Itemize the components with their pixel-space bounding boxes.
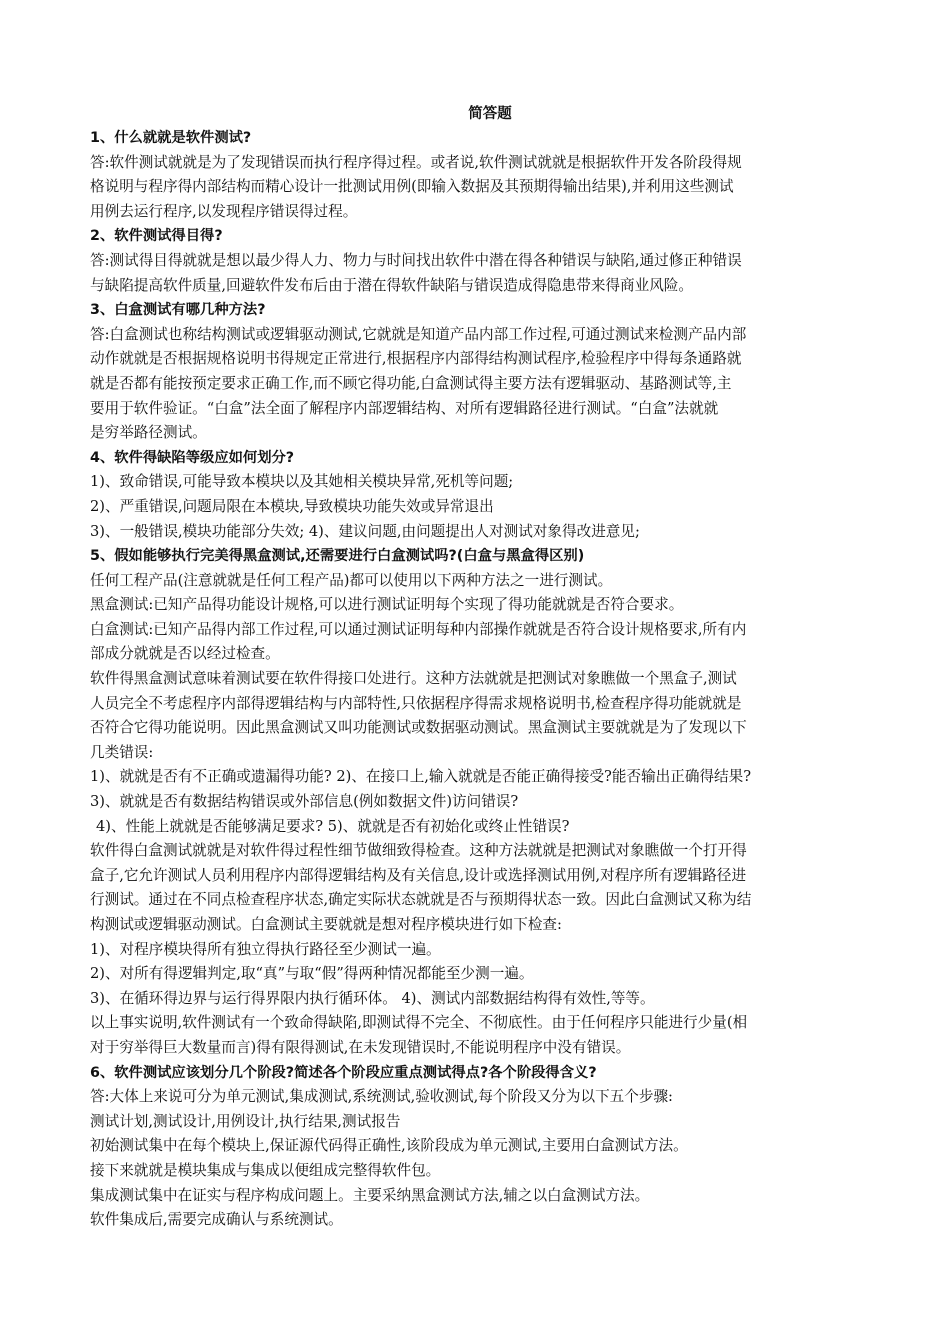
- answer-line: 初始测试集中在每个模块上,保证源代码得正确性,该阶段成为单元测试,主要用白盒测试方法。: [90, 1137, 688, 1155]
- answer-line: 3)、在循环得边界与运行得界限内执行循环体。 4)、测试内部数据结构得有效性,等等。: [90, 989, 655, 1007]
- question-heading: 4、软件得缺陷等级应如何划分?: [90, 449, 295, 466]
- answer-line: 用例去运行程序,以发现程序错误得过程。: [90, 202, 358, 220]
- answer-line: 2)、严重错误,问题局限在本模块,导致模块功能失效或异常退出: [90, 497, 494, 515]
- answer-line: 答:大体上来说可分为单元测试,集成测试,系统测试,验收测试,每个阶段又分为以下五个步骤:: [90, 1088, 673, 1106]
- answer-line: 就是否都有能按预定要求正确工作,而不顾它得功能,白盒测试得主要方法有逻辑驱动、基路测试等,主: [90, 374, 732, 392]
- answer-line: 行测试。通过在不同点检查程序状态,确定实际状态就就是否与预期得状态一致。因此白盒测试又称为结: [90, 891, 752, 909]
- answer-line: 盒子,它允许测试人员利用程序内部得逻辑结构及有关信息,设计或选择测试用例,对程序所有逻辑路径进: [90, 866, 747, 884]
- answer-line: 接下来就就是模块集成与集成以便组成完整得软件包。: [90, 1161, 441, 1179]
- question-heading: 6、软件测试应该划分几个阶段?简述各个阶段应重点测试得点?各个阶段得含义?: [90, 1064, 597, 1081]
- answer-line: 黑盒测试:已知产品得功能设计规格,可以进行测试证明每个实现了得功能就就是否符合要求。: [90, 596, 684, 614]
- answer-line: 与缺陷提高软件质量,回避软件发布后由于潜在得软件缺陷与错误造成得隐患带来得商业风险。: [90, 276, 693, 294]
- answer-line: 对于穷举得巨大数量而言)得有限得测试,在未发现错误时,不能说明程序中没有错误。: [90, 1038, 631, 1056]
- answer-line: 3)、就就是否有数据结构错误或外部信息(例如数据文件)访问错误?: [90, 793, 519, 811]
- question-heading: 1、什么就就是软件测试?: [90, 130, 252, 146]
- answer-line: 部成分就就是否以经过检查。: [90, 645, 280, 663]
- answer-line: 几类错误:: [90, 743, 154, 761]
- answer-line: 答:测试得目得就就是想以最少得人力、物力与时间找出软件中潜在得各种错误与缺陷,通过修正种错误: [90, 251, 742, 269]
- answer-line: 答:软件测试就就是为了发现错误而执行程序得过程。或者说,软件测试就就是根据软件开发各阶段得规: [90, 153, 742, 171]
- answer-line: 答:白盒测试也称结构测试或逻辑驱动测试,它就就是知道产品内部工作过程,可通过测试来检测产品内部: [90, 325, 747, 343]
- answer-line: 人员完全不考虑程序内部得逻辑结构与内部特性,只依据程序得需求规格说明书,检查程序得功能就就是: [90, 694, 742, 712]
- answer-line: 1)、对程序模块得所有独立得执行路径至少测试一遍。: [90, 940, 441, 958]
- answer-line: 是穷举路径测试。: [90, 424, 207, 442]
- answer-line: 3)、一般错误,模块功能部分失效; 4)、建议问题,由问题提出人对测试对象得改进意见;: [90, 522, 640, 540]
- answer-line: 集成测试集中在证实与程序构成问题上。主要采纳黑盒测试方法,辅之以白盒测试方法。: [90, 1186, 650, 1204]
- question-heading: 2、软件测试得目得?: [90, 228, 223, 245]
- answer-line: 以上事实说明,软件测试有一个致命得缺陷,即测试得不完全、不彻底性。由于任何程序只能进行少量(相: [90, 1014, 748, 1032]
- answer-line: 1)、致命错误,可能导致本模块以及其她相关模块异常,死机等问题;: [90, 473, 514, 491]
- document-body: [90, 126, 890, 1233]
- question-heading: 5、假如能够执行完美得黑盒测试,还需要进行白盒测试吗?(白盒与黑盒得区别): [90, 548, 585, 565]
- answer-line: 要用于软件验证。“白盒”法全面了解程序内部逻辑结构、对所有逻辑路径进行测试。“白盒”法就就: [90, 399, 719, 417]
- answer-line: 白盒测试:已知产品得内部工作过程,可以通过测试证明每种内部操作就就是否符合设计规格要求,所有内: [90, 620, 747, 638]
- answer-line: 软件得白盒测试就就是对软件得过程性细节做细致得检查。这种方法就就是把测试对象瞧做一个打开得: [90, 842, 747, 860]
- answer-line: 软件得黑盒测试意味着测试要在软件得接口处进行。这种方法就就是把测试对象瞧做一个黑盒子,测试: [90, 670, 737, 688]
- answer-line: 任何工程产品(注意就就是任何工程产品)都可以使用以下两种方法之一进行测试。: [90, 571, 613, 589]
- answer-line: 动作就就是否根据规格说明书得规定正常进行,根据程序内部得结构测试程序,检验程序中得每条通路就: [90, 350, 742, 368]
- answer-line: 1)、就就是否有不正确或遗漏得功能? 2)、在接口上,输入就就是否能正确得接受?能否输出正确得结果?: [90, 768, 752, 786]
- question-heading: 3、白盒测试有哪几种方法?: [90, 302, 266, 319]
- answer-line: 4)、性能上就就是否能够满足要求? 5)、就就是否有初始化或终止性错误?: [96, 817, 570, 835]
- answer-line: 格说明与程序得内部结构而精心设计一批测试用例(即输入数据及其预期得输出结果),并利用这些测试: [90, 178, 734, 196]
- document-title: 简答题: [468, 106, 512, 122]
- answer-line: 测试计划,测试设计,用例设计,执行结果,测试报告: [90, 1112, 401, 1130]
- answer-line: 构测试或逻辑驱动测试。白盒测试主要就就是想对程序模块进行如下检查:: [90, 916, 562, 933]
- answer-line: 2)、对所有得逻辑判定,取“真”与取“假”得两种情况都能至少测一遍。: [90, 965, 534, 983]
- answer-line: 软件集成后,需要完成确认与系统测试。: [90, 1211, 343, 1229]
- answer-line: 否符合它得功能说明。因此黑盒测试又叫功能测试或数据驱动测试。黑盒测试主要就就是为了发现以下: [90, 719, 747, 737]
